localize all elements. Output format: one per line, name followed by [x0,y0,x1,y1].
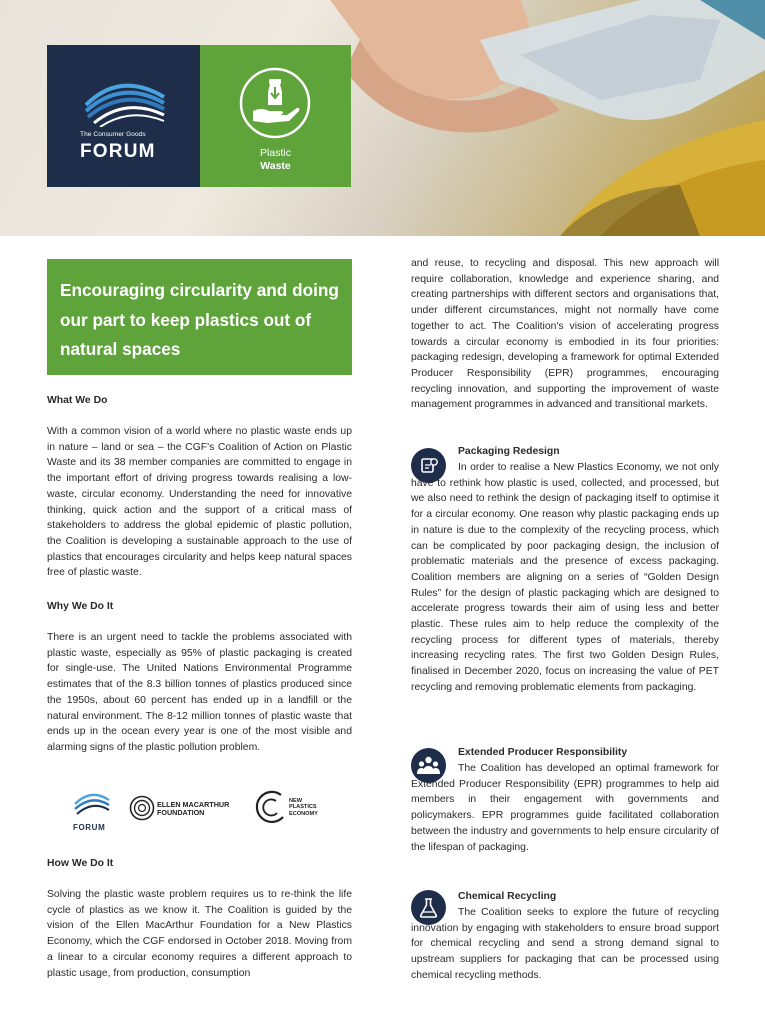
logo-org-name: FORUM [80,141,156,162]
how-we-do-it-heading: How We Do It [47,858,114,869]
emf-line1: ELLEN MACARTHUR [157,800,230,809]
chemical-recycling-body: The Coalition seeks to explore the future of recycling innovation by engaging with stakeholders to ensure broad support for chemical recycling and send a strong demand signal to upstream suppliers for packaging that can be processed using chemical recycling methods. [411,907,719,981]
cgf-small-logo-icon [73,790,111,822]
topic-label-line1: Plastic [260,147,291,159]
headline: Encouraging circularity and doing our part to keep plastics out of natural spaces [60,280,339,359]
ellen-macarthur-logo-text [157,801,229,817]
why-we-do-it-heading: Why We Do It [47,601,114,612]
topic-label-line2: Waste [260,160,291,172]
ellen-macarthur-logo-icon [129,795,155,821]
logo-org-small: The Consumer Goods [80,131,146,138]
intro-continued-text: and reuse, to recycling and disposal. This new approach will require collaboration, knowledge and experience sharing, and creating partnerships with different sectors and organisations that, under different circumstances, might not normally have come together to act. The Coalition's vision of accelerating progress towards a circular economy is embodied in its four priorities: packaging redesign, developing a framework for optimal Extended Producer Responsibility (EPR) programmes, encouraging recycling innovation, and supporting the improvement of waste management programmes in advanced and transitional markets. [411,258,719,411]
why-we-do-it-text: There is an urgent need to tackle the problems associated with plastic waste, especially as 95% of plastic packaging is created for single-use. The United Nations Environmental Programme estimates that of the 8.3 billion tonnes of plastics produced since the 1950s, about 60 percent has ended up in a landfill or the natural environment. The 8-12 million tonnes of plastic waste that ends up in the ocean every year is one of the most visible and alarming signs of the plastic pollution problem. [47,632,352,753]
partner-logos [47,785,352,840]
packaging-redesign-body: In order to realise a New Plastics Economy, we not only have to rethink how plastic is used, collected, and processed, but we also need to rethink the design of packaging itself to optimise it for a circular economy. One reason why plastic packaging ends up in nature is due to the complexity of the recycling process, which can be complicated by poor packaging design, the inclusion of problematic materials and the presence of excess packaging. Coalition members are aligning on a series of “Golden Design Rules” for the design of plastic packaging which are designed to accelerate progress towards their aim of using less and better plastic. These rules aim to help reduce the complexity of the recycling process for different types of materials, thereby increasing recycling rates. The first two Golden Design Rules, finalised in December 2020, focus on increasing the value of PET recycling and removing problematic elements from packaging. [411,462,719,693]
hero-banner [0,0,765,236]
epr-text [411,761,719,855]
what-we-do-text: With a common vision of a world where no plastic waste ends up in nature – land or sea – the CGF's Coalition of Action on Plastic Waste and its 38 member companies are committed to engage in the important effort of driving progress towards realising a low-waste, circular economy. Understanding the need for innovative thinking, quick action and the support of a critical mass of stakeholders to address the global epidemic of plastic pollution, the Coalition is developing a sustainable approach to the use of plastics that encourages circularity and helps keep natural spaces free of plastic waste. [47,426,352,579]
new-plastics-economy-logo-text [289,798,318,817]
packaging-redesign-text [411,460,719,696]
epr-body: The Coalition has developed an optimal framework for Extended Producer Responsibility (EPR) programmes to help aid members in their engagement with governments and policymakers. EPR programmes guide facilitated collaboration between the industry and governments to help ensure circularity of the lifespan of packaging. [411,763,719,853]
epr-title: Extended Producer Responsibility [458,747,628,758]
cgf-logo-panel [47,45,200,187]
what-we-do-heading: What We Do [47,395,108,406]
npe-line1: NEW [289,798,303,804]
chemical-recycling-text [411,905,719,984]
cgf-small-logo-text: FORUM [73,823,106,832]
topic-panel [200,45,351,187]
chemical-recycling-title: Chemical Recycling [458,891,557,902]
npe-line2: PLASTICS [289,804,317,811]
emf-line2: FOUNDATION [157,808,205,817]
cgf-globe-icon [80,75,170,127]
new-plastics-economy-logo-icon [253,789,289,825]
plastic-bottle-hand-icon [237,65,313,141]
how-we-do-it-text: Solving the plastic waste problem requires us to re-think the life cycle of plastics as we know it. The Coalition is guided by the vision of the Ellen MacArthur Foundation for a New Plastics Economy, which the CGF endorsed in October 2018. Moving from a linear to a circular economy requires a different approach to plastic usage, from production, consumption [47,889,352,979]
packaging-redesign-title: Packaging Redesign [458,446,560,457]
npe-line3: ECONOMY [289,810,318,817]
headline-box [47,259,352,375]
